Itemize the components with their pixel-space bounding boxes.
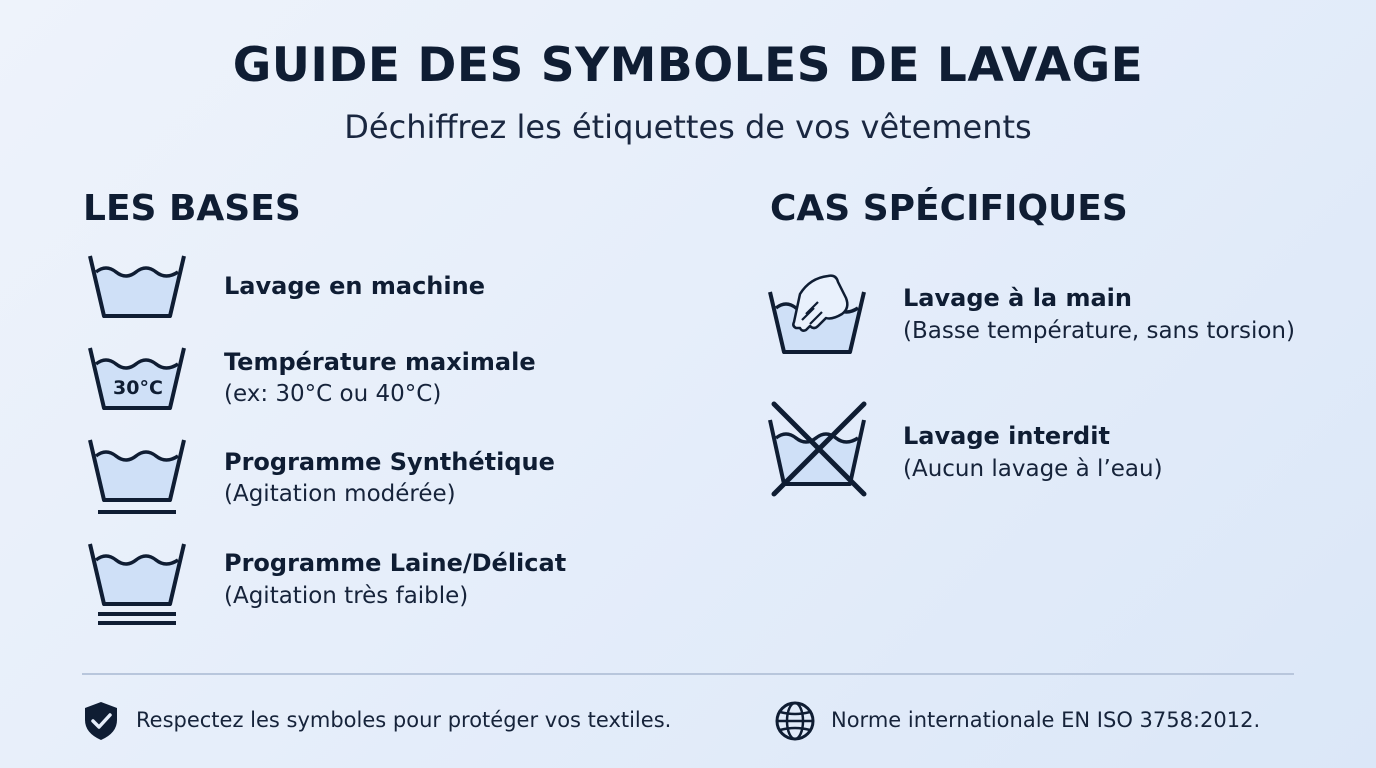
page-title: GUIDE DES SYMBOLES DE LAVAGE: [232, 38, 1144, 93]
section-title-specific: CAS SPÉCIFIQUES: [770, 188, 1128, 229]
globe-icon: [774, 700, 816, 742]
base-sub-2: (ex: 30°C ou 40°C): [224, 381, 442, 407]
tub-temperature-text: 30°C: [113, 377, 163, 399]
hand-wash-icon: [766, 268, 870, 358]
specific-sub-2: (Aucun lavage à l’eau): [903, 456, 1163, 482]
footer-right-text: Norme internationale EN ISO 3758:2012.: [831, 708, 1261, 732]
specific-sub-1: (Basse température, sans torsion): [903, 318, 1295, 344]
tub-two-bars-icon: [86, 540, 190, 628]
base-label-3: Programme Synthétique: [224, 448, 555, 476]
specific-label-2: Lavage interdit: [903, 422, 1110, 450]
base-sub-4: (Agitation très faible): [224, 583, 469, 609]
tub-one-bar-icon: [86, 436, 190, 518]
page-subtitle: Déchiffrez les étiquettes de vos vêtements: [344, 108, 1032, 146]
base-label-1: Lavage en machine: [224, 272, 485, 300]
tub-30c-icon: [86, 344, 190, 414]
tub-icon: [86, 252, 190, 322]
footer-divider: [82, 673, 1294, 675]
base-sub-3: (Agitation modérée): [224, 481, 456, 507]
base-label-2: Température maximale: [224, 348, 536, 376]
do-not-wash-icon: [766, 400, 870, 498]
section-title-bases: LES BASES: [83, 188, 301, 229]
base-label-4: Programme Laine/Délicat: [224, 549, 567, 577]
specific-label-1: Lavage à la main: [903, 284, 1132, 312]
footer-left-text: Respectez les symboles pour protéger vos textiles.: [136, 708, 672, 732]
shield-check-icon: [82, 700, 120, 742]
